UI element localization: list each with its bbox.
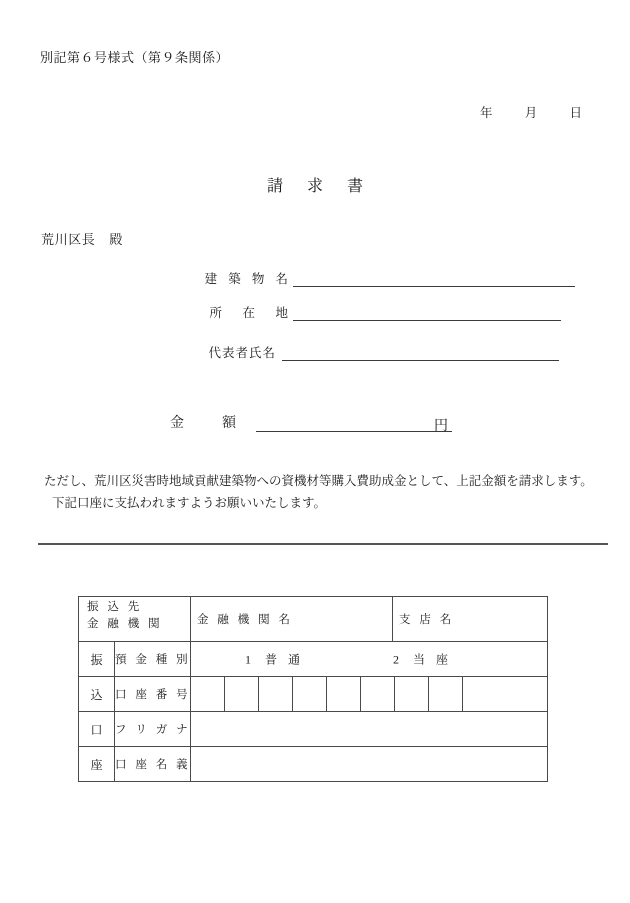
field-address-input[interactable] [293,306,561,321]
cell-branch-name[interactable] [393,597,548,642]
table-row-furigana [79,712,548,747]
row-label-deposit-type: 預 金 種 別 [115,642,191,677]
account-digit-box[interactable] [259,677,293,711]
field-address [196,303,561,321]
destination-label-line-1: 振 込 先 [87,601,143,613]
body-text [44,470,604,514]
field-address-label: 所 在 地 [209,306,292,320]
amount-row [170,412,449,432]
amount-unit-label: 円 [432,415,449,432]
account-digit-box[interactable] [429,677,463,711]
account-digit-box[interactable] [225,677,259,711]
addressee [41,229,123,248]
account-number-grid [191,677,547,711]
field-representative-name-input[interactable] [282,346,559,361]
section-divider [38,543,608,545]
deposit-option-current[interactable] [379,651,452,668]
account-digit-box[interactable] [191,677,225,711]
branch-name-label: 支 店 名 [399,614,455,626]
body-text-line-1: ただし、荒川区災害時地域貢献建築物への資機材等購入費助成金として、上記金額を請求します。 [44,474,593,488]
table-row-account-holder [79,747,548,782]
rail-char-3: 口 [79,712,115,747]
account-digit-box[interactable] [395,677,429,711]
addressee-honorific: 殿 [109,232,124,247]
rail-char-2: 込 [79,677,115,712]
row-label-furigana: フ リ ガ ナ [115,712,191,747]
deposit-option-ordinary-label: 普 通 [265,652,305,667]
rail-char-1: 振 [79,642,115,677]
rail-char-4: 座 [79,747,115,782]
field-representative-name-label: 代表者氏名 [208,346,276,360]
row-label-account-number: 口 座 番 号 [115,677,191,712]
account-number-remainder [463,677,547,711]
bank-transfer-table [78,596,548,782]
cell-deposit-type-options [191,642,548,677]
amount-input[interactable] [256,415,452,432]
addressee-office: 荒川区長 [41,232,96,247]
date-month-label: 月 [524,106,538,120]
row-label-account-holder: 口 座 名 義 [115,747,191,782]
account-digit-box[interactable] [361,677,395,711]
field-building-name [196,269,575,287]
date-year-label: 年 [480,106,493,120]
table-row-header [79,597,548,642]
cell-account-number-boxes [191,677,548,712]
account-digit-box[interactable] [293,677,327,711]
date-line [480,103,582,121]
cell-institution-name[interactable] [191,597,393,642]
field-building-name-input[interactable] [293,272,575,287]
table-row-account-number [79,677,548,712]
cell-destination-institution [79,597,191,642]
body-text-line-2: 下記口座に支払われますようお願いいたします。 [52,496,327,510]
institution-name-label: 金 融 機 関 名 [197,614,293,626]
account-digit-box[interactable] [327,677,361,711]
page-title: 請 求 書 [266,178,373,195]
date-day-label: 日 [569,106,583,120]
deposit-option-ordinary[interactable] [231,651,304,668]
field-building-name-label: 建 築 物 名 [204,272,292,286]
deposit-option-current-label: 当 座 [413,652,453,667]
deposit-option-ordinary-number: 1 [245,652,251,667]
form-number: 別記第６号様式（第９条関係） [40,50,230,65]
table-row-deposit-type [79,642,548,677]
cell-account-holder-input[interactable] [191,747,548,782]
amount-label: 金 額 [170,416,248,431]
destination-label-line-2: 金 融 機 関 [87,618,163,630]
deposit-option-current-number: 2 [393,652,399,667]
cell-furigana-input[interactable] [191,712,548,747]
field-representative-name [196,343,559,361]
